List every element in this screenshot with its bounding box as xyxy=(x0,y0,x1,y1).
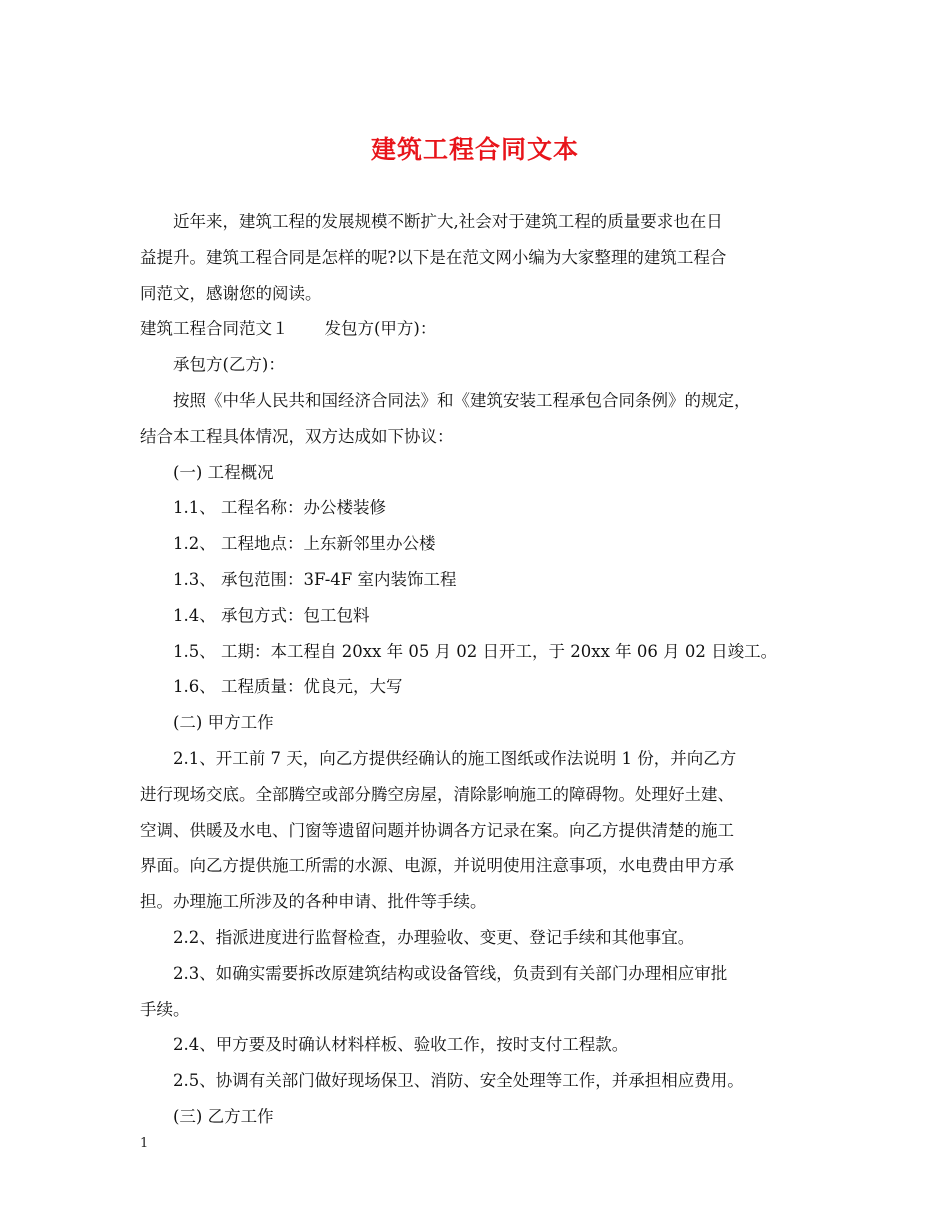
page-number: 1 xyxy=(140,1136,149,1151)
item-2-2: 2.2、指派进度进行监督检查，办理验收、变更、登记手续和其他事宜。 xyxy=(173,927,695,947)
item-2-1-line-2: 进行现场交底。全部腾空或部分腾空房屋，清除影响施工的障碍物。处理好土建、 xyxy=(140,784,734,804)
basis-line-1: 按照《中华人民共和国经济合同法》和《建筑安装工程承包合同条例》的规定， xyxy=(173,390,751,410)
section-1-heading: (一) 工程概况 xyxy=(173,462,274,482)
section-3-heading: (三) 乙方工作 xyxy=(173,1106,274,1126)
party-b-label: 承包方(乙方)： xyxy=(173,355,285,375)
intro-line-2: 益提升。建筑工程合同是怎样的呢?以下是在范文网小编为大家整理的建筑工程合 xyxy=(140,247,727,267)
section-2-heading: (二) 甲方工作 xyxy=(173,713,274,733)
document-title: 建筑工程合同文本 xyxy=(370,135,579,164)
item-2-5: 2.5、协调有关部门做好现场保卫、消防、安全处理等工作，并承担相应费用。 xyxy=(173,1071,744,1091)
item-2-4: 2.4、甲方要及时确认材料样板、验收工作，按时支付工程款。 xyxy=(173,1035,629,1055)
document-body xyxy=(140,204,820,1135)
item-1-6: 1.6、 工程质量：优良元，大写 xyxy=(173,677,403,697)
party-a-label: 发包方(甲方)： xyxy=(324,319,437,339)
item-1-3: 1.3、 承包范围：3F-4F 室内装饰工程 xyxy=(173,569,457,589)
item-1-4: 1.4、 承包方式：包工包料 xyxy=(173,605,370,625)
item-2-1-line-4: 界面。向乙方提供施工所需的水源、电源，并说明使用注意事项，水电费由甲方承 xyxy=(140,856,734,876)
item-2-1-line-1: 2.1、开工前 7 天，向乙方提供经确认的施工图纸或作法说明 1 份，并向乙方 xyxy=(173,748,737,768)
item-1-1: 1.1、 工程名称：办公楼装修 xyxy=(173,498,386,518)
item-2-3-line-2: 手续。 xyxy=(140,999,190,1019)
item-2-1-line-3: 空调、供暖及水电、门窗等遗留问题并协调各方记录在案。向乙方提供清楚的施工 xyxy=(140,820,734,840)
intro-line-1: 近年来，建筑工程的发展规模不断扩大,社会对于建筑工程的质量要求也在日 xyxy=(173,212,723,231)
item-2-3-line-1: 2.3、如确实需要拆改原建筑结构或设备管线，负责到有关部门办理相应审批 xyxy=(173,963,728,983)
intro-line-3: 同范文，感谢您的阅读。 xyxy=(140,283,322,303)
sample-title: 建筑工程合同范文１ xyxy=(140,319,289,339)
item-1-2: 1.2、 工程地点：上东新邻里办公楼 xyxy=(173,534,436,554)
basis-line-2: 结合本工程具体情况，双方达成如下协议： xyxy=(140,426,454,446)
sample-heading-line xyxy=(140,311,820,347)
item-1-5: 1.5、 工期：本工程自 20xx 年 05 月 02 日开工，于 20xx 年 06 月 02 日竣工。 xyxy=(173,641,778,661)
item-2-1-line-5: 担。办理施工所涉及的各种申请、批件等手续。 xyxy=(140,892,487,912)
